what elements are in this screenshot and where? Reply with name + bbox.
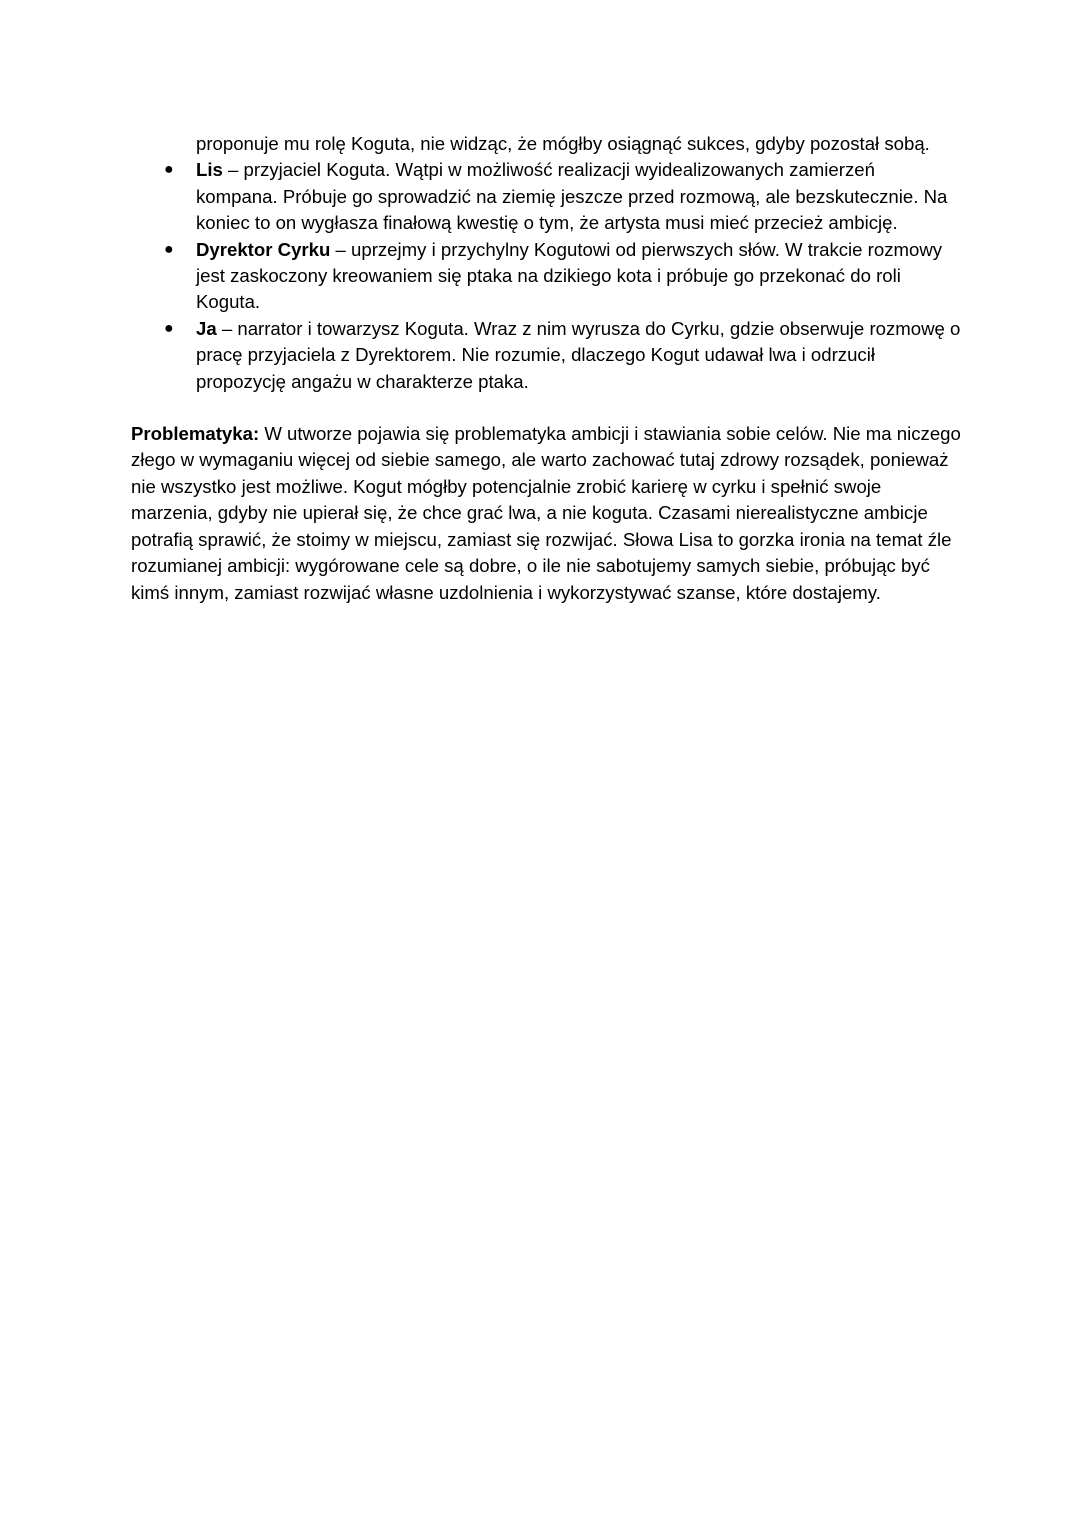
list-item-dyrektor-cyrku [131,237,961,316]
character-description: – uprzejmy i przychylny Kogutowi od pierwszych słów. W trakcie rozmowy jest zaskoczony kreowaniem się ptaka na dzikiego kota i próbuje go przekonać do roli Koguta. [196,238,943,313]
problematyka-text: W utworze pojawia się problematyka ambicji i stawiania sobie celów. Nie ma niczego złego w wymaganiu więcej od siebie samego, ale warto zachować tutaj zdrowy rozsądek, ponieważ nie wszystko jest możliwe. Kogut mógłby potencjalnie zrobić karierę w cyrku i spełnić swoje marzenia, gdyby nie upierał się, że chce grać lwa, a nie koguta. Czasami nierealistyczne ambicje potrafią sprawić, że stoimy w miejscu, zamiast się rozwijać. Słowa Lisa to gorzka ironia na temat źle rozumianej ambicji: wygórowane cele są dobre, o ile nie sabotujemy samych siebie, próbując być kimś innym, zamiast rozwijać własne uzdolnienia i wykorzystywać szanse, które dostajemy. [131,423,961,603]
character-name: Ja [196,317,217,339]
list-item-ja [131,316,961,395]
character-description: – przyjaciel Koguta. Wątpi w możliwość realizacji wyidealizowanych zamierzeń kompana. Próbuje go sprowadzić na ziemię jeszcze przed rozmową, ale bezskutecznie. Na koniec to on wygłasza finałową kwestię o tym, że artysta musi mieć przecież ambicję. [196,159,948,234]
character-list [131,157,961,395]
bullet-icon: ● [164,319,174,337]
character-description: – narrator i towarzysz Koguta. Wraz z nim wyrusza do Cyrku, gdzie obserwuje rozmowę o pracę przyjaciela z Dyrektorem. Nie rozumie, dlaczego Kogut udawał lwa i odrzucił propozycję angażu w charakterze ptaka. [196,317,961,392]
document-content [131,131,961,606]
bullet-icon: ● [164,240,174,258]
continuation-paragraph: proponuje mu rolę Koguta, nie widząc, że mógłby osiągnąć sukces, gdyby pozostał sobą. [196,133,930,154]
bullet-icon: ● [164,161,174,179]
character-name: Dyrektor Cyrku [196,238,331,260]
character-name: Lis [196,159,223,181]
list-item-lis [131,157,961,236]
problematyka-paragraph [131,421,961,606]
problematyka-label: Problematyka: [131,423,260,445]
